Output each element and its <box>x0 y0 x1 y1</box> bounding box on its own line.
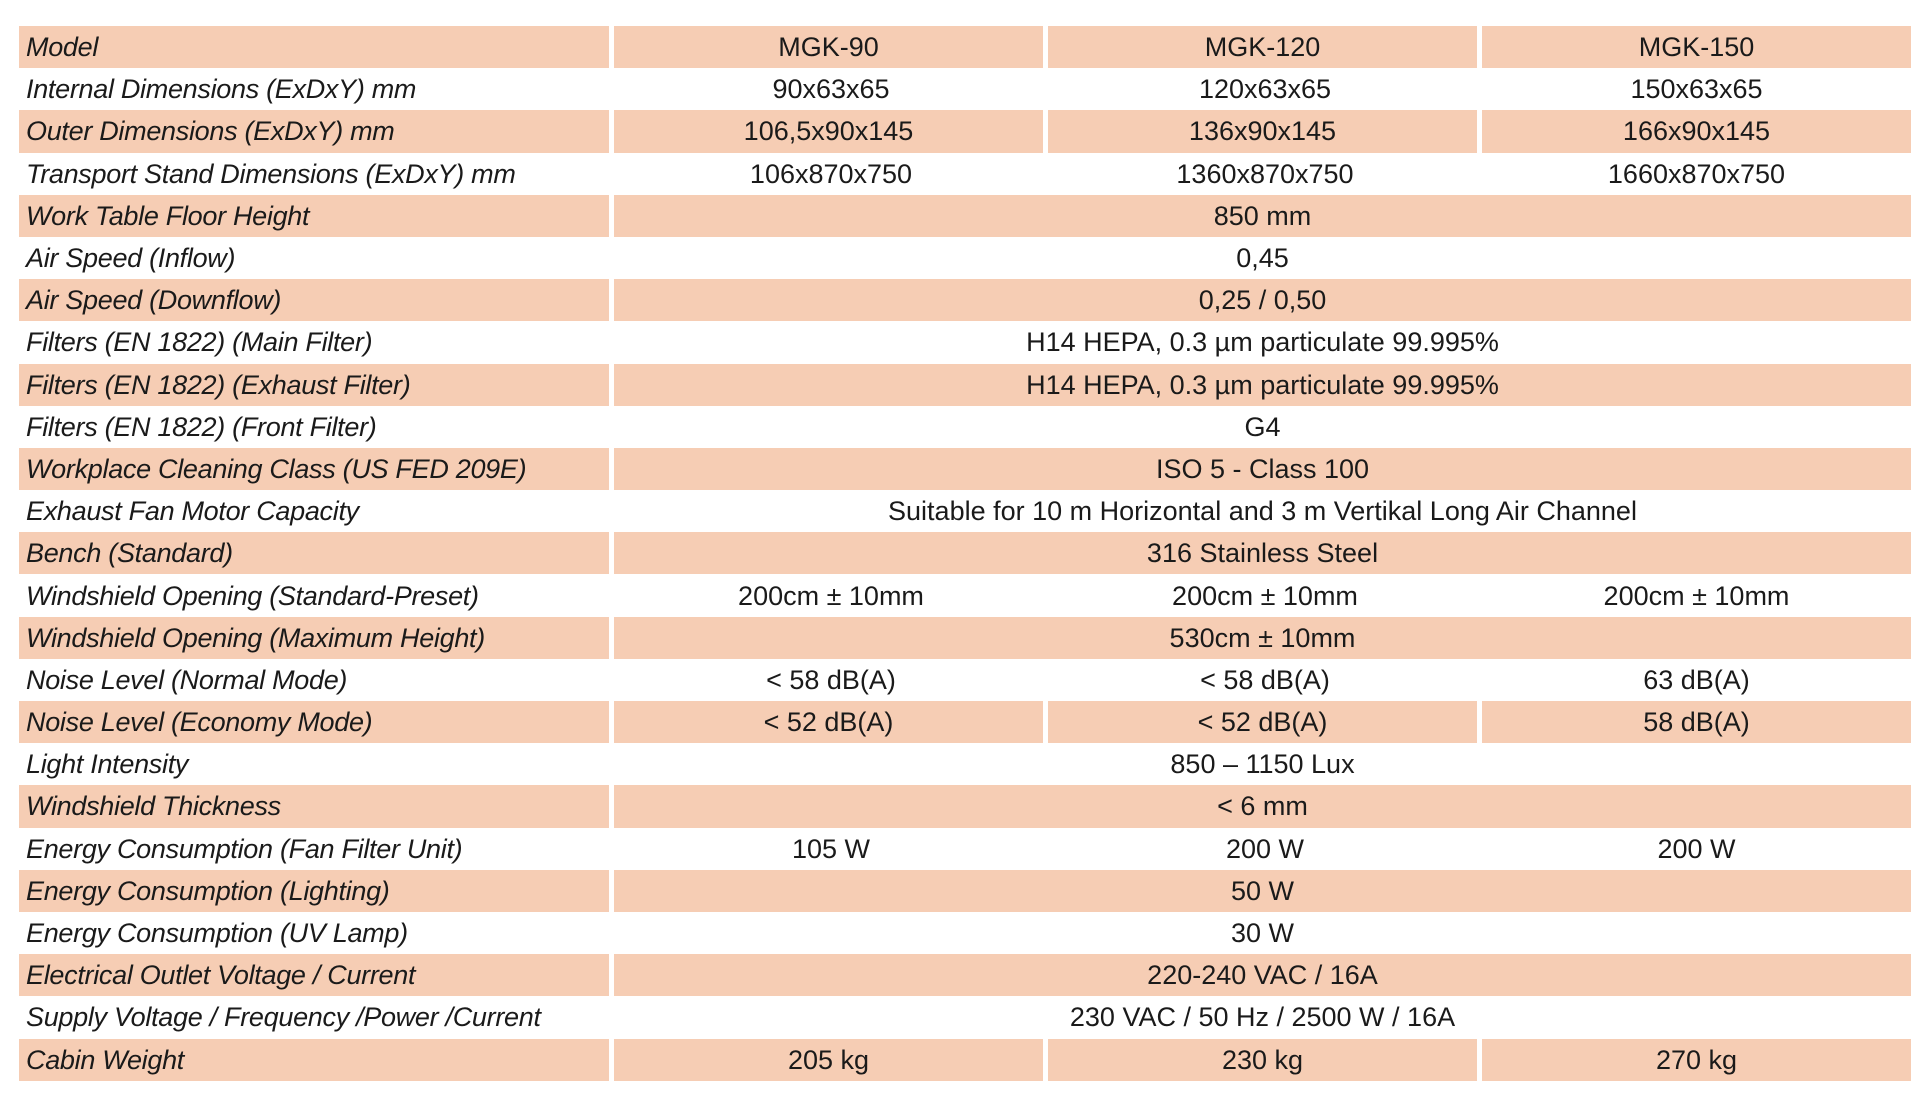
table-row <box>19 954 1911 996</box>
row-value-merged: 850 mm <box>614 195 1911 237</box>
row-value: 270 kg <box>1482 1039 1911 1081</box>
row-value: 205 kg <box>614 1039 1048 1081</box>
row-value: 200cm ± 10mm <box>1482 574 1911 616</box>
row-label: Noise Level (Normal Mode) <box>19 659 614 701</box>
table-row <box>19 110 1911 152</box>
row-value: 63 dB(A) <box>1482 659 1911 701</box>
row-value: 106x870x750 <box>614 153 1048 195</box>
row-value: MGK-150 <box>1482 26 1911 68</box>
row-value: 200 W <box>1048 828 1482 870</box>
row-label: Energy Consumption (Fan Filter Unit) <box>19 828 614 870</box>
row-value: 230 kg <box>1048 1039 1482 1081</box>
spec-table <box>19 26 1911 1081</box>
row-value-merged: 230 VAC / 50 Hz / 2500 W / 16A <box>614 996 1911 1038</box>
row-label: Exhaust Fan Motor Capacity <box>19 490 614 532</box>
row-value: 106,5x90x145 <box>614 110 1048 152</box>
row-value: 136x90x145 <box>1048 110 1482 152</box>
row-label: Energy Consumption (UV Lamp) <box>19 912 614 954</box>
table-row <box>19 195 1911 237</box>
row-value-merged: 50 W <box>614 870 1911 912</box>
row-value-merged: ISO 5 - Class 100 <box>614 448 1911 490</box>
row-value: MGK-120 <box>1048 26 1482 68</box>
table-row <box>19 153 1911 195</box>
table-row <box>19 701 1911 743</box>
table-row <box>19 574 1911 616</box>
row-value: MGK-90 <box>614 26 1048 68</box>
row-label: Work Table Floor Height <box>19 195 614 237</box>
spec-table-body <box>19 26 1911 1081</box>
row-label: Workplace Cleaning Class (US FED 209E) <box>19 448 614 490</box>
row-value-merged: G4 <box>614 406 1911 448</box>
row-label: Filters (EN 1822) (Front Filter) <box>19 406 614 448</box>
row-value-merged: 0,45 <box>614 237 1911 279</box>
row-label: Model <box>19 26 614 68</box>
row-value-merged: 0,25 / 0,50 <box>614 279 1911 321</box>
row-value-merged: 530cm ± 10mm <box>614 617 1911 659</box>
table-row <box>19 617 1911 659</box>
row-value-merged: H14 HEPA, 0.3 µm particulate 99.995% <box>614 364 1911 406</box>
table-row <box>19 912 1911 954</box>
row-value: < 58 dB(A) <box>1048 659 1482 701</box>
row-value: < 58 dB(A) <box>614 659 1048 701</box>
table-row <box>19 743 1911 785</box>
row-label: Transport Stand Dimensions (ExDxY) mm <box>19 153 614 195</box>
row-label: Bench (Standard) <box>19 532 614 574</box>
row-value: 120x63x65 <box>1048 68 1482 110</box>
row-value: 58 dB(A) <box>1482 701 1911 743</box>
row-label: Filters (EN 1822) (Exhaust Filter) <box>19 364 614 406</box>
row-label: Windshield Opening (Maximum Height) <box>19 617 614 659</box>
row-label: Light Intensity <box>19 743 614 785</box>
table-row <box>19 406 1911 448</box>
table-row <box>19 532 1911 574</box>
table-row <box>19 490 1911 532</box>
row-value: 166x90x145 <box>1482 110 1911 152</box>
row-value-merged: 30 W <box>614 912 1911 954</box>
row-label: Supply Voltage / Frequency /Power /Current <box>19 996 614 1038</box>
row-label: Windshield Opening (Standard-Preset) <box>19 574 614 616</box>
row-label: Filters (EN 1822) (Main Filter) <box>19 321 614 363</box>
row-value-merged: 220-240 VAC / 16A <box>614 954 1911 996</box>
row-value: 200 W <box>1482 828 1911 870</box>
row-value: 105 W <box>614 828 1048 870</box>
row-value: < 52 dB(A) <box>614 701 1048 743</box>
row-label: Internal Dimensions (ExDxY) mm <box>19 68 614 110</box>
row-label: Windshield Thickness <box>19 785 614 827</box>
table-row <box>19 26 1911 68</box>
table-row <box>19 828 1911 870</box>
row-label: Noise Level (Economy Mode) <box>19 701 614 743</box>
table-row <box>19 364 1911 406</box>
table-row <box>19 321 1911 363</box>
row-label: Electrical Outlet Voltage / Current <box>19 954 614 996</box>
table-row <box>19 996 1911 1038</box>
row-label: Air Speed (Inflow) <box>19 237 614 279</box>
row-label: Cabin Weight <box>19 1039 614 1081</box>
row-value: 200cm ± 10mm <box>614 574 1048 616</box>
row-value-merged: H14 HEPA, 0.3 µm particulate 99.995% <box>614 321 1911 363</box>
row-value: < 52 dB(A) <box>1048 701 1482 743</box>
row-label: Outer Dimensions (ExDxY) mm <box>19 110 614 152</box>
table-row <box>19 237 1911 279</box>
row-value-merged: Suitable for 10 m Horizontal and 3 m Vertikal Long Air Channel <box>614 490 1911 532</box>
table-row <box>19 870 1911 912</box>
row-label: Energy Consumption (Lighting) <box>19 870 614 912</box>
table-row <box>19 1039 1911 1081</box>
row-value-merged: 316 Stainless Steel <box>614 532 1911 574</box>
table-row <box>19 68 1911 110</box>
row-value: 1360x870x750 <box>1048 153 1482 195</box>
row-value-merged: 850 – 1150 Lux <box>614 743 1911 785</box>
row-value: 150x63x65 <box>1482 68 1911 110</box>
table-row <box>19 659 1911 701</box>
table-row <box>19 785 1911 827</box>
row-value: 90x63x65 <box>614 68 1048 110</box>
table-row <box>19 448 1911 490</box>
row-value: 200cm ± 10mm <box>1048 574 1482 616</box>
row-value: 1660x870x750 <box>1482 153 1911 195</box>
row-value-merged: < 6 mm <box>614 785 1911 827</box>
table-row <box>19 279 1911 321</box>
row-label: Air Speed (Downflow) <box>19 279 614 321</box>
